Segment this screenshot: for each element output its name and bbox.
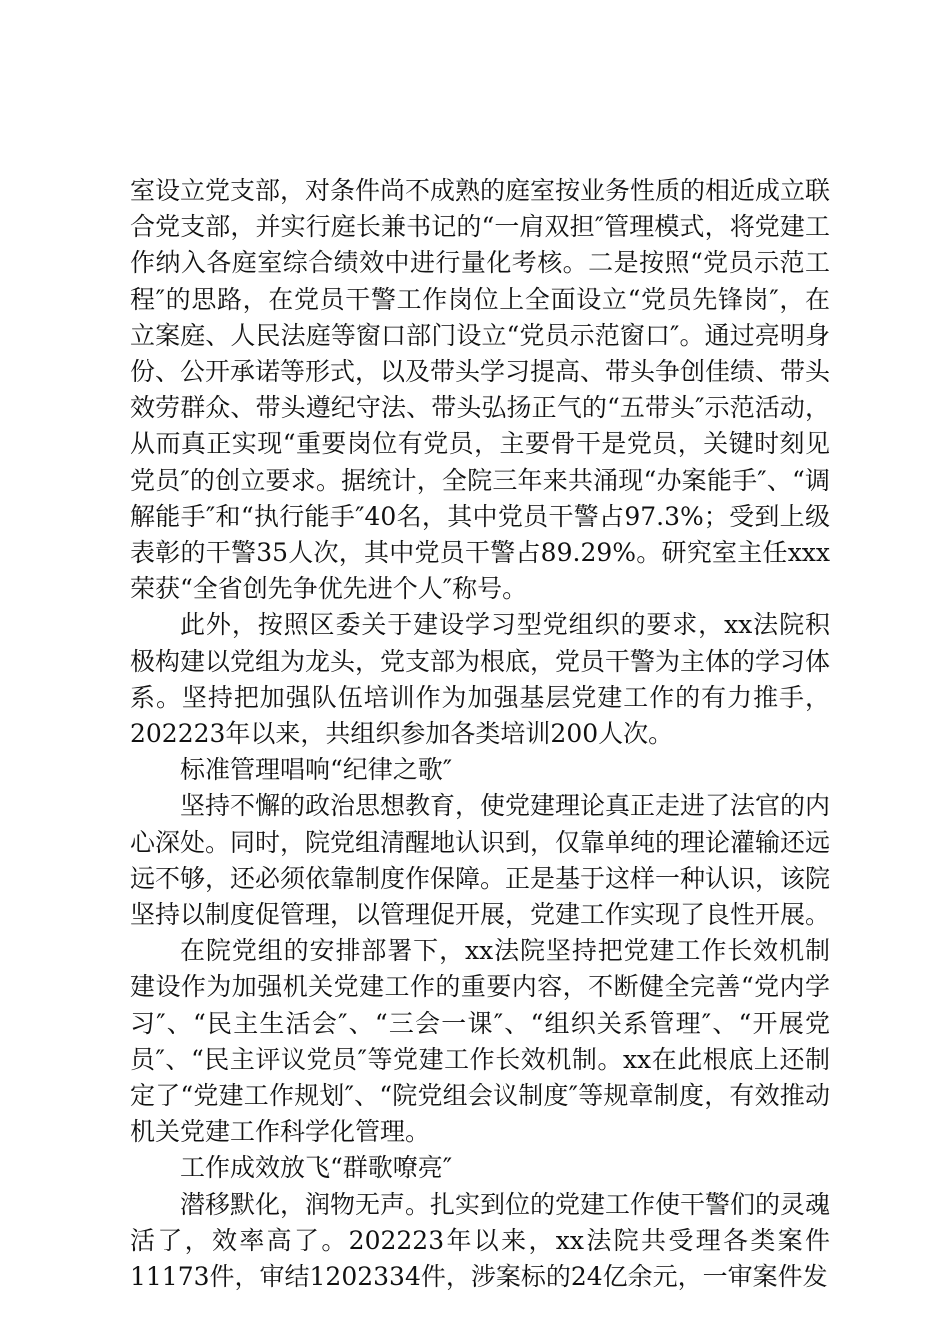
- paragraph-case-statistics: 潜移默化，润物无声。扎实到位的党建工作使干警们的灵魂活了，效率高了。202223年以来，xx法院共受理各类案件11173件，审结1202334件，涉案标的24亿余元，一审案件发: [130, 1189, 831, 1292]
- paragraph-party-branch-setup: 室设立党支部，对条件尚不成熟的庭室按业务性质的相近成立联合党支部，并实行庭长兼书记的“一肩双担″管理模式，将党建工作纳入各庭室综合绩效中进行量化考核。二是按照“党员示范工程″的思路，在党员干警工作岗位上全面设立“党员先锋岗″，在立案庭、人民法庭等窗口部门设立“党员示范窗口″。通过亮明身份、公开承诺等形式，以及带头学习提高、带头争创佳绩、带头效劳群众、带头遵纪守法、带头弘扬正气的“五带头″示范活动，从而真正实现“重要岗位有党员，主要骨干是党员，关键时刻见党员″的创立要求。据统计，全院三年来共涌现“办案能手″、“调解能手″和“执行能手″40名，其中党员干警占97.3%；受到上级表彰的干警35人次，其中党员干警占89.29%。研究室主任xxx荣获“全省创先争优先进个人″称号。: [130, 176, 831, 604]
- section-heading-discipline: 标准管理唱响“纪律之歌″: [180, 755, 453, 785]
- document-body: [130, 173, 830, 1295]
- paragraph-learning-organization: 此外，按照区委关于建设学习型党组织的要求，xx法院积极构建以党组为龙头，党支部为根底，党员干警为主体的学习体系。坚持把加强队伍培训作为加强基层党建工作的有力推手，202223年以来，共组织参加各类培训200人次。: [130, 610, 831, 749]
- paragraph-political-education: 坚持不懈的政治思想教育，使党建理论真正走进了法官的内心深处。同时，院党组清醒地认识到，仅靠单纯的理论灌输还远远不够，还必须依靠制度作保障。正是基于这样一种认识，该院坚持以制度促管理，以管理促开展，党建工作实现了良性开展。: [130, 791, 831, 930]
- section-heading-results: 工作成效放飞“群歌嘹亮″: [180, 1153, 453, 1183]
- paragraph-long-term-mechanism: 在院党组的安排部署下，xx法院坚持把党建工作长效机制建设作为加强机关党建工作的重要内容，不断健全完善“党内学习″、“民主生活会″、“三会一课″、“组织关系管理″、“开展党员″、“民主评议党员″等党建工作长效机制。xx在此根底上还制定了“党建工作规划″、“院党组会议制度″等规章制度，有效推动机关党建工作科学化管理。: [130, 936, 830, 1147]
